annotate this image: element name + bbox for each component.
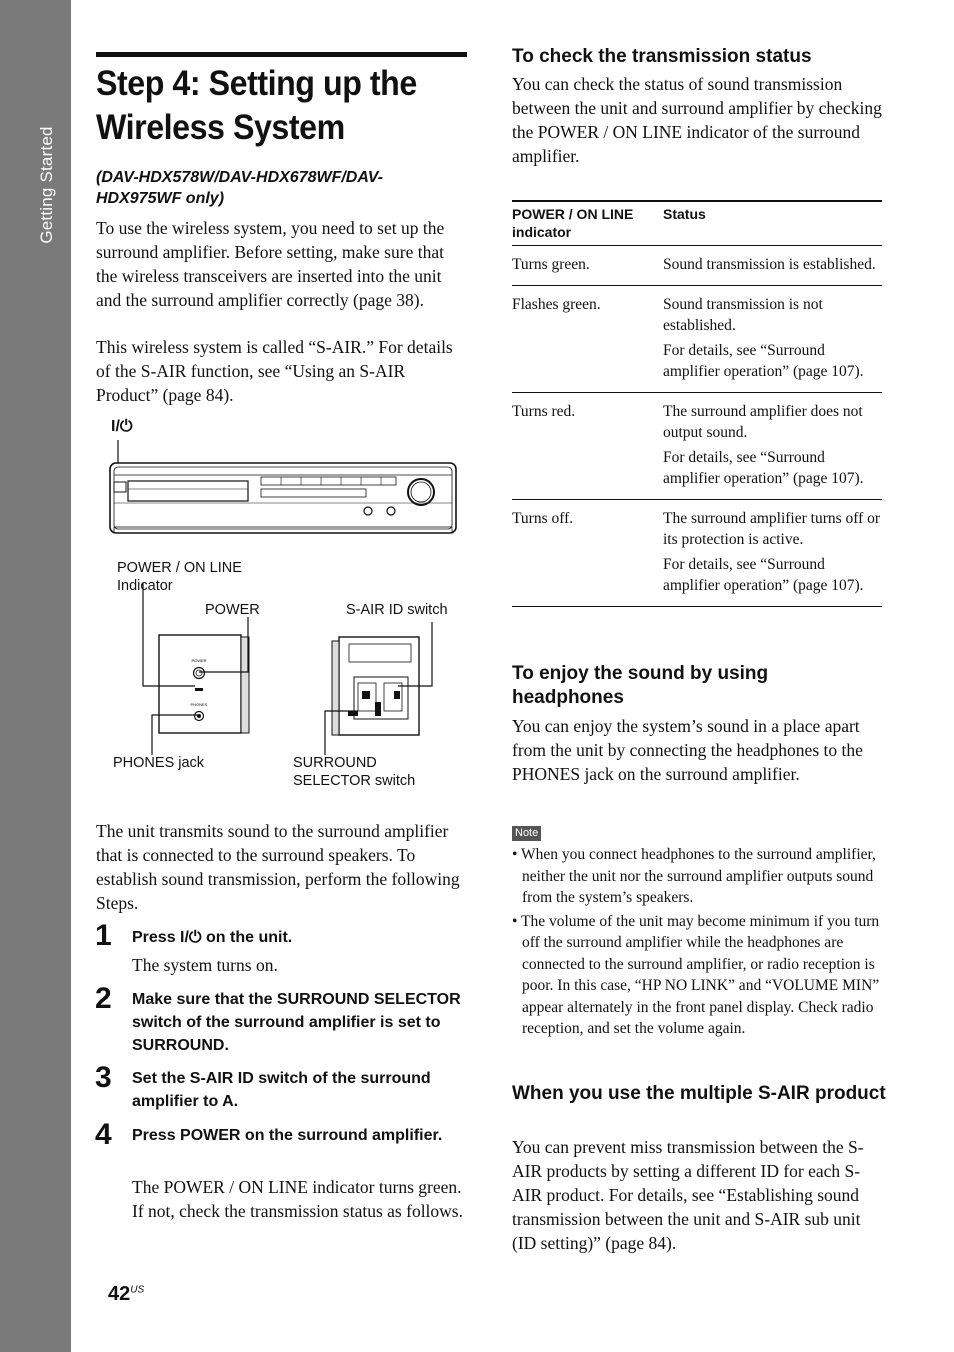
check-status-text: You can check the status of sound transmission between the unit and surround amplifier by checking the POWER / ON LINE indicator of the surround amplifier. [512, 74, 882, 166]
table-row [512, 246, 882, 286]
table-header-row [512, 201, 882, 246]
intro-paragraph-1: To use the wireless system, you need to set up the surround amplifier. Before setting, make sure that the wireless transceivers are inserted into the unit and the surround amplifier correctly (page 38). [96, 218, 445, 310]
column-header: Status [663, 201, 882, 246]
status-text: The surround amplifier turns off or its protection is active. [663, 509, 881, 548]
table-row [512, 285, 882, 392]
step-text: The system turns on. [132, 955, 278, 975]
table-row [512, 499, 882, 606]
section-label: Getting Started [37, 126, 56, 244]
indicator-cell: Turns green. [512, 246, 663, 286]
surround-selector-label: SURROUND SELECTOR switch [293, 755, 416, 789]
headphones-heading: To enjoy the sound by using headphones [512, 663, 769, 708]
page-suffix: US [130, 1284, 145, 1296]
status-text: For details, see “Surround amplifier operation” (page 107). [663, 555, 864, 594]
phones-jack-label: PHONES jack [113, 755, 205, 771]
page-title: Step 4: Setting up the Wireless System [96, 64, 417, 147]
step-number: 2 [95, 982, 112, 1015]
step-number: 4 [95, 1118, 112, 1151]
sidebar-tab [0, 0, 71, 1352]
step-number: 3 [95, 1061, 112, 1094]
note-item: • The volume of the unit may become minimum if you turn off the surround amplifier while the headphones are connected to the surround amplifier, or radio reception is poor. In this case, “HP NO LINK” and “VOLUME MIN” appear alternately in the front panel display. Check radio reception, and set the volume again. [512, 912, 880, 1037]
step-title: Press I/⏻ on the unit. [132, 929, 293, 946]
indicator-cell: Turns red. [512, 392, 663, 499]
multiple-sair-text: You can prevent miss transmission between the S-AIR products by setting a different ID for each S-AIR product. For details, see “Establishing sound transmission between the unit and S-AIR sub unit (ID setting)” (page 84). [512, 1137, 864, 1253]
check-status-heading: To check the transmission status [512, 46, 812, 67]
table-row [512, 392, 882, 499]
page-number-value: 42 [108, 1283, 131, 1305]
status-cell [663, 392, 882, 499]
status-cell [663, 246, 882, 286]
power-symbol-label: I/⏻ [111, 418, 133, 435]
step-title: Make sure that the SURROUND SELECTOR switch of the surround amplifier is set to SURROUND. [132, 991, 461, 1054]
notes-list [512, 844, 882, 1042]
transmit-paragraph: The unit transmits sound to the surround amplifier that is connected to the surround speakers. To establish sound transmission, perform the following Steps. [96, 821, 460, 913]
status-text: Sound transmission is established. [663, 256, 876, 273]
status-table [512, 200, 882, 607]
status-text: For details, see “Surround amplifier operation” (page 107). [663, 341, 864, 380]
status-text: The surround amplifier does not output sound. [663, 402, 863, 441]
power-online-indicator-label: POWER / ON LINE Indicator [117, 560, 242, 594]
status-cell [663, 285, 882, 392]
status-text: For details, see “Surround amplifier operation” (page 107). [663, 448, 864, 487]
title-rule [96, 52, 467, 57]
multiple-sair-heading: When you use the multiple S-AIR product [512, 1083, 886, 1104]
status-cell [663, 499, 882, 606]
sair-id-switch-label: S-AIR ID switch [346, 602, 448, 618]
svg-text:POWER: POWER [191, 658, 207, 663]
step-title: Press POWER on the surround amplifier. [132, 1127, 443, 1144]
diagram-figure [96, 415, 476, 795]
headphones-text: You can enjoy the system’s sound in a place apart from the unit by connecting the headphones to the PHONES jack on the surround amplifier. [512, 716, 863, 784]
note-badge: Note [512, 826, 541, 841]
page-number [108, 1283, 144, 1306]
column-header: POWER / ON LINE indicator [512, 201, 663, 246]
step-text: The POWER / ON LINE indicator turns green. If not, check the transmission status as follows. [132, 1177, 463, 1221]
model-subtitle: (DAV-HDX578W/DAV-HDX678WF/DAV-HDX975WF only) [96, 169, 384, 207]
status-text: Sound transmission is not established. [663, 295, 823, 334]
step-title: Set the S-AIR ID switch of the surround amplifier to A. [132, 1070, 431, 1110]
svg-text:PHONES: PHONES [190, 702, 208, 707]
power-label: POWER [205, 602, 260, 618]
step-number: 1 [95, 919, 112, 952]
intro-paragraph-2: This wireless system is called “S-AIR.” For details of the S-AIR function, see “Using an S-AIR Product” (page 84). [96, 337, 453, 405]
indicator-cell: Turns off. [512, 499, 663, 606]
note-item: • When you connect headphones to the surround amplifier, neither the unit nor the surround amplifier outputs sound from the system’s speakers. [512, 846, 876, 906]
indicator-cell: Flashes green. [512, 285, 663, 392]
